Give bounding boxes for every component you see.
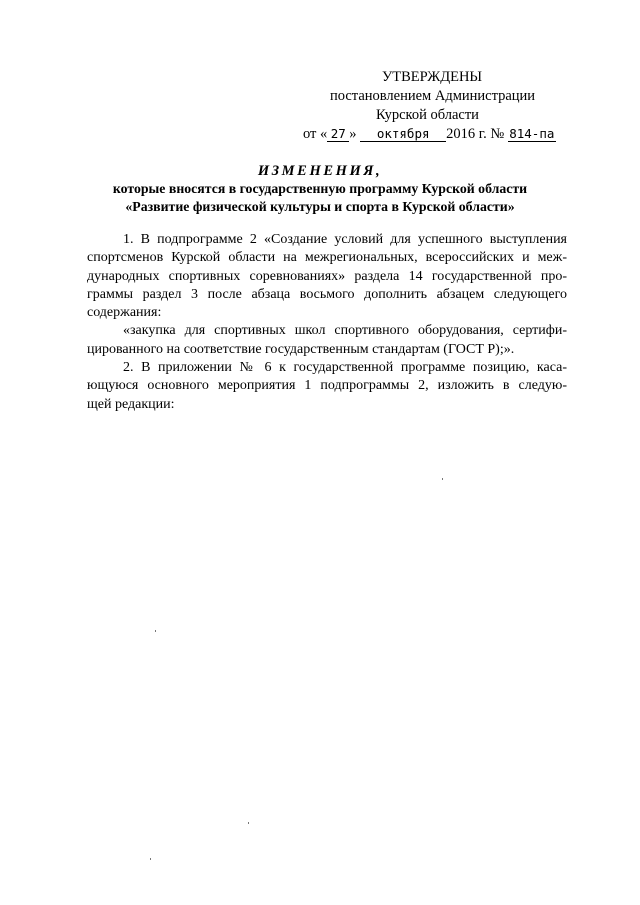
- date-mid: »: [349, 126, 357, 142]
- date-year: 2016 г. №: [446, 126, 505, 142]
- quote-line: «закупка для спортивных школ спортивного оборудования, сертифи-: [123, 323, 567, 339]
- paragraph-2: [87, 359, 567, 414]
- document-subtitle-line-1: которые вносятся в государственную программу Курской области: [112, 181, 528, 196]
- scan-speck: [150, 858, 151, 860]
- paragraph-1-line: содержания:: [87, 305, 162, 321]
- date-prefix: от «: [303, 126, 328, 142]
- date-day-field: 27: [327, 127, 349, 142]
- paragraph-1-line: 1. В подпрограмме 2 «Создание условий для успешного выступления: [123, 232, 567, 247]
- document-subtitle-line-2: «Развитие физической культуры и спорта в Курской области»: [125, 199, 515, 214]
- approval-date-line: [303, 125, 556, 144]
- scan-speck: [442, 478, 443, 480]
- paragraph-1-line: спортсменов Курской области на межрегиональных, всероссийских и меж-: [87, 250, 567, 266]
- scan-speck: [155, 630, 156, 632]
- decree-number-field: 814-па: [509, 126, 555, 141]
- date-month-field: октября: [360, 127, 446, 142]
- approval-region: Курской области: [376, 107, 479, 123]
- approval-title: УТВЕРЖДЕНЫ: [382, 69, 483, 85]
- document-body: [87, 231, 567, 414]
- paragraph-1-line: граммы раздел 3 после абзаца восьмого дополнить абзацем следующего: [87, 286, 567, 302]
- quoted-insertion: [87, 322, 567, 359]
- paragraph-2-line: щей редакции:: [87, 396, 175, 412]
- paragraph-2-line: ющуюся основного мероприятия 1 подпрограммы 2, изложить в следую-: [87, 378, 567, 394]
- quote-line: цированного на соответствие государственным стандартам (ГОСТ Р);».: [87, 341, 515, 357]
- scan-speck: [248, 822, 249, 824]
- paragraph-1-line: дународных спортивных соревнованиях» раздела 14 государственной про-: [87, 268, 567, 284]
- paragraph-2-line: 2. В приложении № 6 к государственной программе позицию, каса-: [123, 360, 567, 376]
- paragraph-1: [87, 231, 567, 322]
- approval-authority: постановлением Администрации: [330, 88, 536, 104]
- document-title: ИЗМЕНЕНИЯ,: [257, 163, 383, 179]
